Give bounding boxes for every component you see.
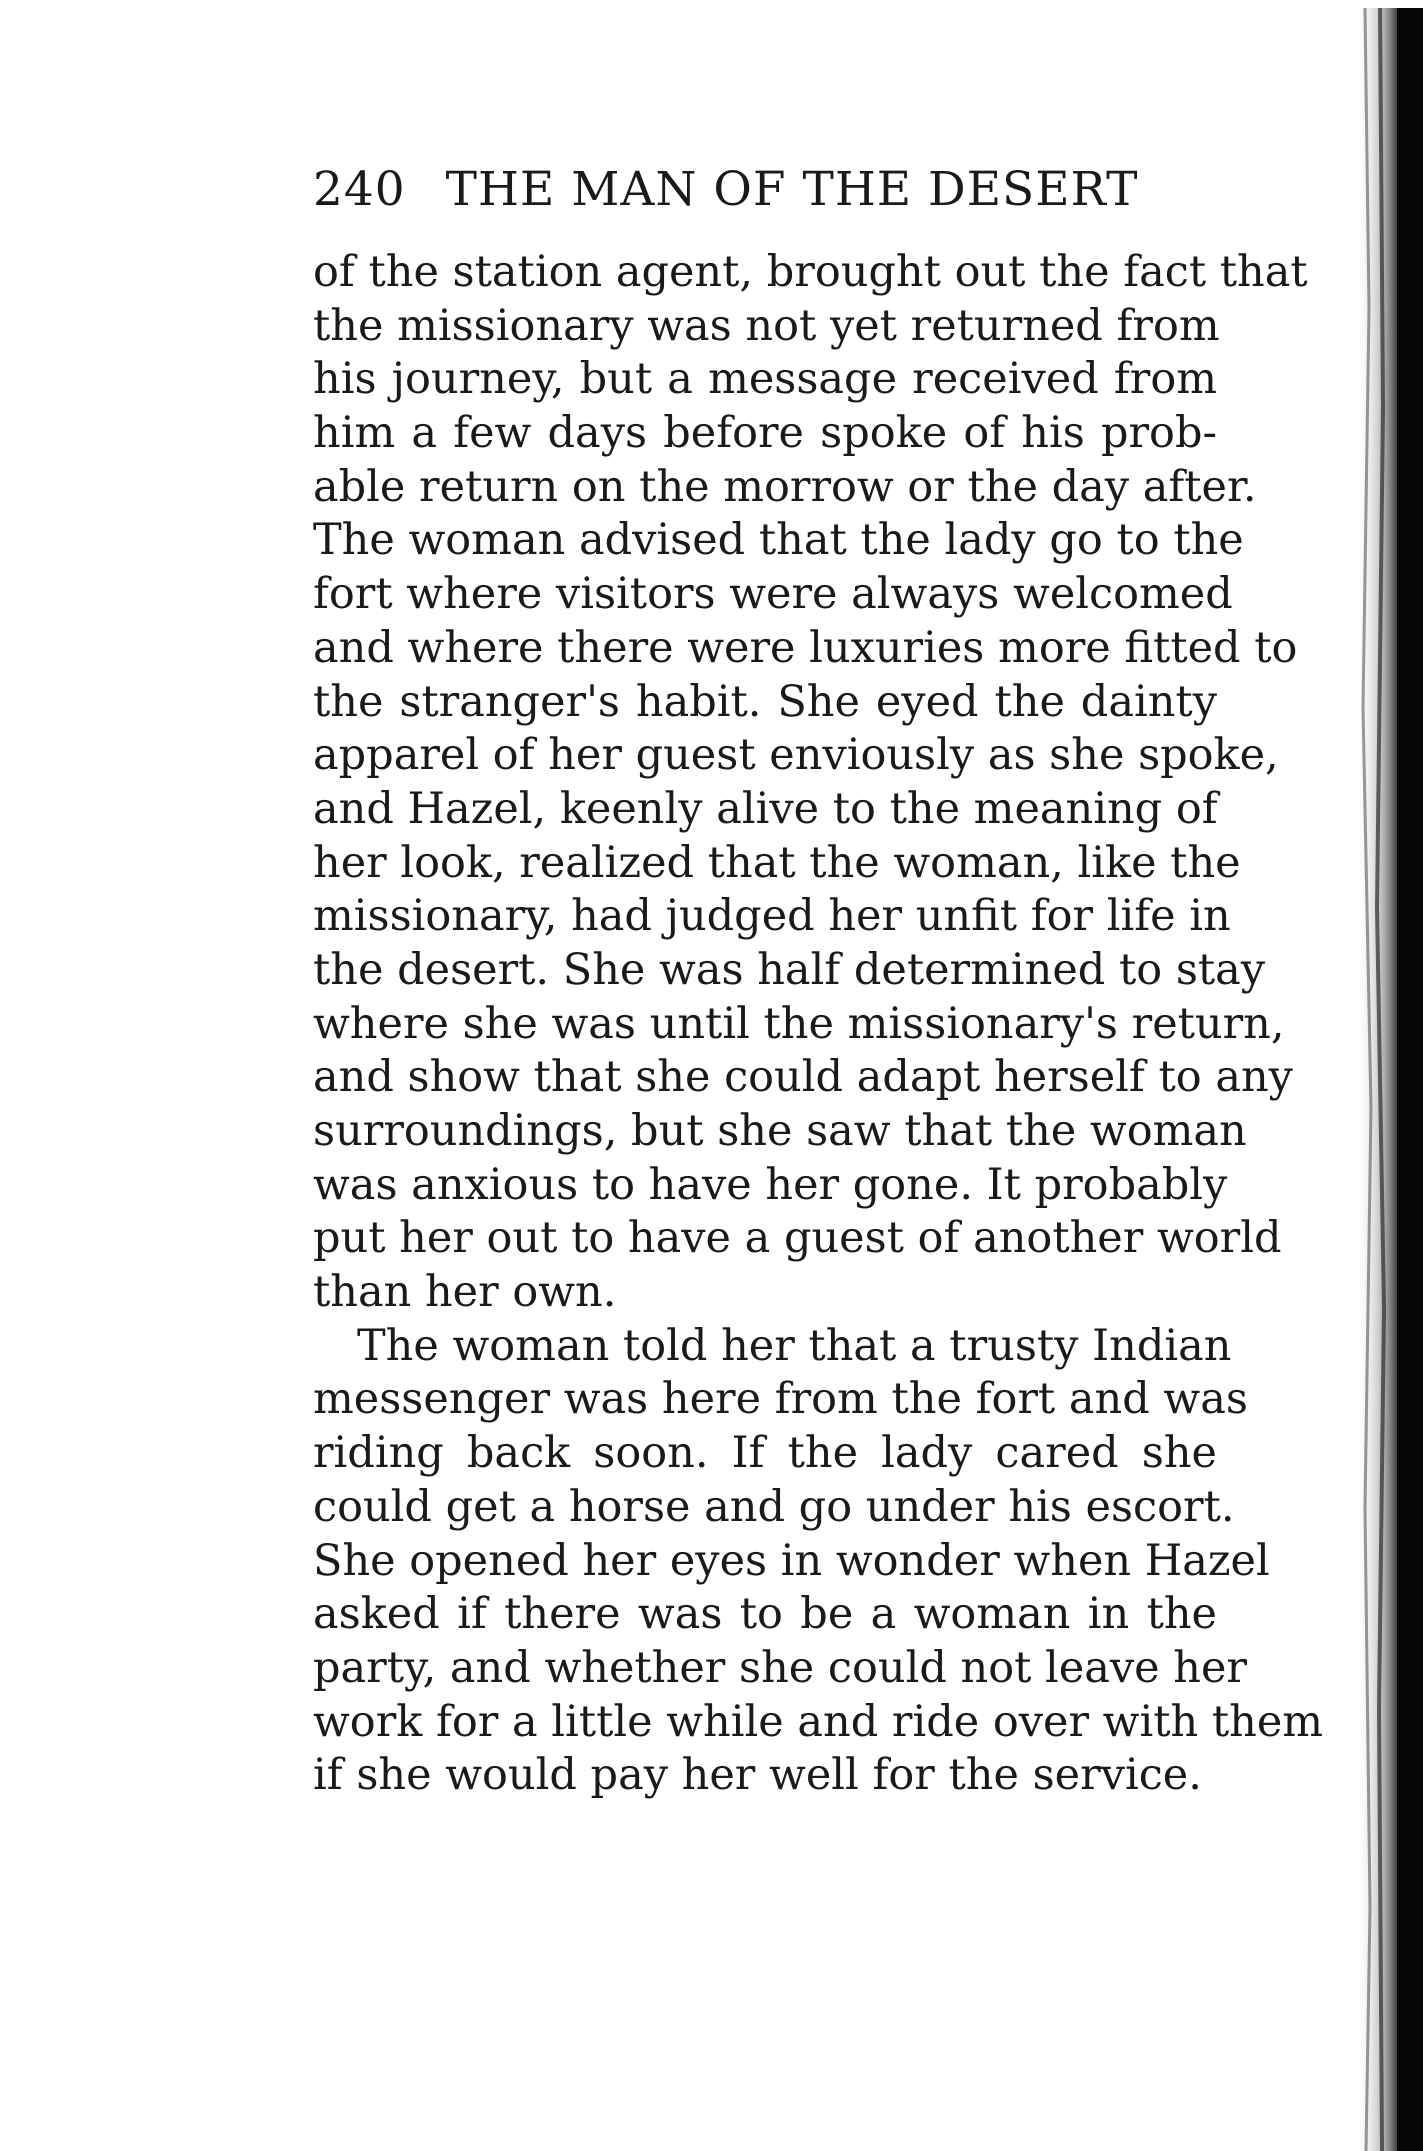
text-line: of the station agent, brought out the fact that: [313, 247, 1308, 297]
text-line: and where there were luxuries more fitted to: [313, 622, 1298, 673]
text-line: the stranger's habit. She eyed the dainty: [313, 676, 1217, 727]
text-line: the missionary was not yet returned from: [313, 300, 1220, 351]
text-line: was anxious to have her gone. It probably: [313, 1159, 1228, 1210]
page-binding-shadow: [1325, 8, 1423, 2151]
text-line: if she would pay her well for the service.: [313, 1750, 1202, 1801]
text-line: party, and whether she could not leave her: [313, 1642, 1247, 1693]
paragraph-1: [313, 246, 1308, 1320]
text-line: him a few days before spoke of his prob-: [313, 408, 1217, 459]
page-number: 240: [313, 162, 406, 217]
text-line: riding back soon. If the lady cared she: [313, 1428, 1217, 1479]
text-line: surroundings, but she saw that the woman: [313, 1106, 1247, 1156]
page-header: [313, 155, 1213, 225]
text-line: and show that she could adapt herself to any: [313, 1052, 1293, 1103]
text-line: able return on the morrow or the day after.: [313, 461, 1257, 512]
text-line: the desert. She was half determined to stay: [313, 944, 1266, 995]
text-line: asked if there was to be a woman in the: [313, 1589, 1217, 1640]
body-text: [313, 246, 1324, 1803]
text-line: where she was until the missionary's return,: [313, 998, 1285, 1049]
text-line: apparel of her guest enviously as she spoke,: [313, 730, 1279, 781]
text-line: could get a horse and go under his escort.: [313, 1481, 1235, 1532]
text-line: than her own.: [313, 1267, 617, 1318]
text-line: messenger was here from the fort and was: [313, 1374, 1248, 1425]
text-line: and Hazel, keenly alive to the meaning of: [313, 783, 1218, 834]
text-line: missionary, had judged her unfit for life in: [313, 891, 1231, 942]
running-title: THE MAN OF THE DESERT: [445, 162, 1139, 217]
text-line: his journey, but a message received from: [313, 354, 1217, 405]
text-line: fort where visitors were always welcomed: [313, 569, 1233, 620]
text-line: The woman advised that the lady go to the: [313, 515, 1244, 566]
text-line: The woman told her that a trusty Indian: [357, 1320, 1232, 1371]
text-line: put her out to have a guest of another world: [313, 1213, 1282, 1264]
paragraph-2: [313, 1320, 1324, 1803]
text-line: work for a little while and ride over with them: [313, 1696, 1324, 1747]
text-line: She opened her eyes in wonder when Hazel: [313, 1535, 1270, 1586]
text-line: her look, realized that the woman, like the: [313, 837, 1241, 888]
